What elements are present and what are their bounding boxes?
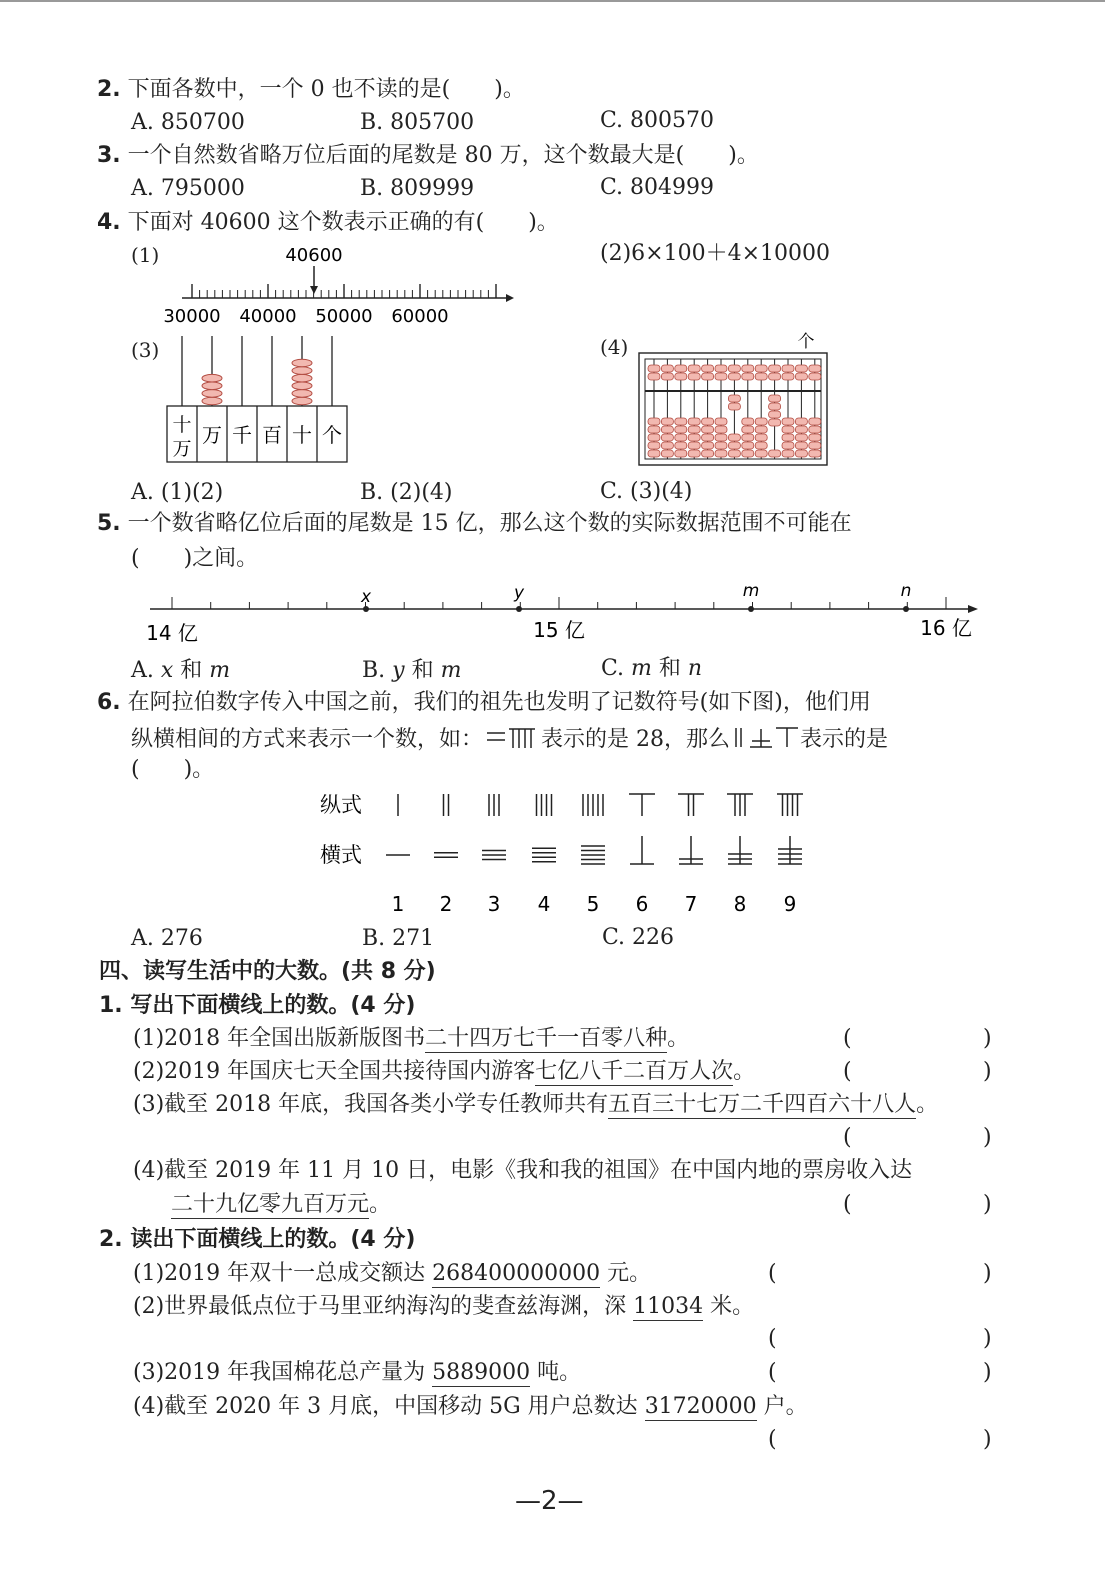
variable: y [392, 658, 405, 683]
rod-numeral-table [310, 782, 830, 922]
upper-bead [661, 373, 673, 380]
option-a: A. 276 [131, 926, 203, 951]
counter-bead [292, 390, 312, 398]
lower-bead [715, 426, 727, 433]
page-number: —2— [515, 1486, 584, 1516]
underlined-number: 七亿八千二百万人次 [535, 1059, 734, 1084]
lower-bead [755, 442, 767, 449]
lower-bead [702, 418, 714, 425]
lower-bead [675, 426, 687, 433]
place-label: 千 [232, 423, 252, 447]
upper-bead [728, 365, 740, 372]
digit-label: 4 [537, 892, 551, 916]
answer-paren-close: ) [983, 1326, 992, 1351]
lower-bead [795, 418, 807, 425]
lower-bead [755, 418, 767, 425]
digit-label: 2 [439, 892, 453, 916]
vertical-form-label: 纵式 [320, 793, 362, 817]
lower-bead [769, 411, 781, 418]
lower-bead [715, 442, 727, 449]
option-1-label: (1) [131, 243, 160, 267]
lower-bead [688, 418, 700, 425]
underlined-number: 268400000000 [432, 1261, 601, 1286]
item-text: (3)截至 2018 年底，我国各类小学专任教师共有 [133, 1092, 609, 1117]
item-text: 。 [667, 1026, 690, 1051]
question-stem-line-1: 一个数省略亿位后面的尾数是 15 亿，那么这个数的实际数据范围不可能在 [127, 511, 852, 536]
upper-bead [742, 365, 754, 372]
number-line-ticks [192, 284, 496, 298]
upper-bead [769, 373, 781, 380]
item-text: 。 [916, 1092, 939, 1117]
answer-paren-close: ) [983, 1026, 992, 1051]
lower-bead [661, 434, 673, 441]
upper-bead [675, 373, 687, 380]
upper-bead [648, 365, 660, 372]
upper-bead [769, 365, 781, 372]
tick-label: 60000 [391, 306, 449, 327]
lower-bead [728, 450, 740, 457]
lower-bead [769, 450, 781, 457]
lower-bead [795, 442, 807, 449]
place-label: 百 [262, 423, 282, 447]
option-3-label: (3) [131, 338, 160, 362]
lower-bead [688, 442, 700, 449]
label-14-yi: 14 亿 [146, 621, 198, 645]
lower-bead [702, 434, 714, 441]
item-text: 吨。 [530, 1360, 582, 1385]
tick-label: 50000 [315, 306, 373, 327]
lower-bead [648, 450, 660, 457]
digit-label: 5 [586, 892, 600, 916]
lower-bead [728, 442, 740, 449]
option-a: A. (1)(2) [131, 480, 224, 505]
rod-numeral-question [730, 725, 800, 751]
point-label-m: m [742, 581, 760, 601]
counting-rods [182, 336, 332, 406]
counting-frame-figure [160, 332, 360, 466]
lower-bead [675, 434, 687, 441]
axis-arrow-head [506, 294, 514, 302]
point-label-x: x [360, 587, 372, 607]
lower-bead [648, 434, 660, 441]
digit-label: 7 [684, 892, 698, 916]
item-text: 。 [733, 1059, 756, 1084]
stem-text: 表示的是 [800, 727, 889, 752]
upper-bead [728, 373, 740, 380]
lower-bead [755, 434, 767, 441]
item-text: (2)世界最低点位于马里亚纳海沟的斐查兹海渊，深 [133, 1294, 634, 1319]
item-text: (1)2018 年全国出版新版图书 [133, 1026, 426, 1051]
tick-label: 30000 [163, 306, 221, 327]
option-b: B. 805700 [360, 110, 475, 135]
item-1-2 [133, 1061, 755, 1083]
question-stem-line-2 [131, 725, 888, 751]
question-number: 5. [97, 511, 121, 536]
lower-bead [742, 426, 754, 433]
question-number: 3. [97, 143, 121, 168]
counter-bead [292, 359, 312, 367]
point-label-n: n [900, 581, 912, 601]
answer-paren-open: ( [843, 1026, 852, 1051]
option-a: A. 850700 [131, 110, 245, 135]
point-n [903, 606, 909, 612]
lower-bead [782, 442, 794, 449]
lower-bead [755, 426, 767, 433]
conjunction: 和 [173, 658, 210, 683]
upper-bead [795, 365, 807, 372]
lower-bead [742, 450, 754, 457]
upper-bead [755, 365, 767, 372]
option-2-expression: (2)6×100＋4×10000 [600, 241, 831, 266]
digit-label: 6 [635, 892, 649, 916]
lower-bead [782, 418, 794, 425]
lower-bead [661, 442, 673, 449]
option-b: B. 271 [362, 926, 435, 951]
question-6 [97, 692, 871, 714]
upper-bead [742, 373, 754, 380]
option-c: C. 800570 [600, 108, 715, 133]
vertical-rod-numerals [398, 794, 803, 816]
answer-paren-open: ( [768, 1427, 777, 1452]
option-a: A. 795000 [131, 176, 245, 201]
lower-bead [675, 442, 687, 449]
option-letter: B. [362, 658, 393, 683]
point-m [748, 606, 754, 612]
horizontal-form-label: 横式 [320, 843, 362, 867]
digit-row [392, 892, 797, 916]
lower-bead [782, 434, 794, 441]
digit-label: 9 [783, 892, 797, 916]
lower-bead [688, 450, 700, 457]
section-4-title: 四、读写生活中的大数。(共 8 分) [99, 959, 436, 984]
answer-paren-open: ( [768, 1326, 777, 1351]
variable: n [687, 656, 703, 681]
lower-bead [769, 419, 781, 426]
lower-bead [661, 418, 673, 425]
lower-bead [782, 426, 794, 433]
abacus-unit-label: 个 [797, 332, 815, 352]
lower-bead [648, 442, 660, 449]
upper-bead [809, 373, 821, 380]
item-text: 户。 [756, 1394, 808, 1419]
question-5 [97, 513, 852, 535]
question-4 [97, 212, 559, 234]
stem-text: 纵横相间的方式来表示一个数，如： [131, 727, 484, 752]
lower-bead [742, 418, 754, 425]
lower-bead [795, 434, 807, 441]
option-c [601, 658, 702, 680]
place-label: 个 [322, 423, 342, 447]
item-text: (1)2019 年双十一总成交额达 [133, 1261, 433, 1286]
axis-arrow-head [968, 605, 978, 613]
answer-paren-close: ) [983, 1360, 992, 1385]
underlined-number: 二十九亿零九百万元 [171, 1192, 370, 1217]
upper-bead [702, 365, 714, 372]
item-2-4 [133, 1396, 808, 1418]
option-c: C. (3)(4) [600, 479, 693, 504]
variable: m [209, 658, 231, 683]
lower-bead [702, 450, 714, 457]
question-number: 4. [97, 210, 121, 235]
place-label-shi: 十 [172, 414, 192, 436]
lower-bead [675, 418, 687, 425]
answer-paren-close: ) [983, 1125, 992, 1150]
item-text: (3)2019 年我国棉花总产量为 [133, 1360, 433, 1385]
place-label: 十 [292, 423, 312, 447]
item-text: 。 [369, 1192, 392, 1217]
hundred-million-number-line [140, 578, 990, 648]
lower-bead [675, 450, 687, 457]
lower-bead [648, 418, 660, 425]
lower-bead [715, 418, 727, 425]
conjunction: 和 [404, 658, 441, 683]
digit-label: 1 [391, 892, 405, 916]
part-title-text: 2. 读出下面横线上的数。(4 分) [99, 1227, 416, 1252]
lower-bead [728, 434, 740, 441]
lower-bead [809, 450, 821, 457]
question-2 [97, 79, 525, 101]
upper-bead [648, 373, 660, 380]
upper-bead [661, 365, 673, 372]
item-text: 元。 [600, 1261, 652, 1286]
question-stem: 下面各数中，一个 0 也不读的是( )。 [127, 77, 525, 102]
upper-bead [715, 365, 727, 372]
upper-bead [715, 373, 727, 380]
lower-bead [688, 434, 700, 441]
option-c: C. 226 [602, 925, 675, 950]
answer-paren-open: ( [768, 1261, 777, 1286]
upper-bead [688, 373, 700, 380]
counter-bead [292, 374, 312, 382]
underlined-number: 5889000 [432, 1360, 531, 1385]
lower-bead [688, 426, 700, 433]
lower-bead [661, 450, 673, 457]
item-2-3 [133, 1362, 581, 1384]
upper-bead [782, 365, 794, 372]
digit-label: 3 [487, 892, 501, 916]
item-text: (2)2019 年国庆七天全国共接待国内游客 [133, 1059, 536, 1084]
part-title-text: 1. 写出下面横线上的数。(4 分) [99, 993, 416, 1018]
label-16-yi: 16 亿 [920, 616, 972, 640]
question-3 [97, 145, 759, 167]
upper-bead [702, 373, 714, 380]
lower-bead [809, 426, 821, 433]
counter-bead [202, 374, 222, 382]
lower-bead [809, 434, 821, 441]
lower-bead [755, 450, 767, 457]
answer-paren-close: ) [983, 1261, 992, 1286]
item-1-4-line-1: (4)截至 2019 年 11 月 10 日，电影《我和我的祖国》在中国内地的票房收入达 [133, 1158, 913, 1183]
point-label-y: y [513, 583, 525, 603]
lower-bead [661, 426, 673, 433]
counter-bead [202, 382, 222, 390]
top-border [0, 0, 1105, 2]
underlined-number: 31720000 [644, 1394, 757, 1419]
lower-bead [648, 426, 660, 433]
option-letter: C. [601, 656, 632, 681]
variable: x [160, 658, 174, 683]
answer-paren-open: ( [843, 1059, 852, 1084]
question-number: 6. [97, 690, 121, 715]
underlined-number: 五百三十七万二千四百六十八人 [608, 1092, 917, 1117]
option-4-label: (4) [600, 335, 629, 359]
place-label: 万 [202, 423, 222, 447]
counter-bead [292, 397, 312, 405]
item-2-1 [133, 1263, 651, 1285]
lower-bead [795, 450, 807, 457]
option-b: B. (2)(4) [360, 480, 453, 505]
lower-bead [769, 403, 781, 410]
answer-paren-open: ( [768, 1360, 777, 1385]
item-1-4-line-2 [171, 1194, 391, 1216]
abacus-figure [636, 330, 832, 470]
question-stem-line-3: ( )。 [131, 757, 215, 782]
question-stem: 一个自然数省略万位后面的尾数是 80 万，这个数最大是( )。 [127, 143, 759, 168]
answer-paren-open: ( [843, 1192, 852, 1217]
lower-bead [715, 434, 727, 441]
item-text: 米。 [703, 1294, 755, 1319]
lower-bead [742, 434, 754, 441]
item-text: (4)截至 2020 年 3 月底，中国移动 5G 用户总数达 [133, 1394, 645, 1419]
number-line-ticks [172, 597, 946, 609]
answer-paren-open: ( [843, 1125, 852, 1150]
question-number: 2. [97, 77, 121, 102]
tick-label: 40000 [239, 306, 297, 327]
upper-bead [675, 365, 687, 372]
upper-bead [809, 365, 821, 372]
place-label-wan: 万 [172, 438, 192, 460]
lower-bead [782, 450, 794, 457]
variable: m [631, 656, 652, 681]
point-y [516, 606, 522, 612]
upper-bead [688, 365, 700, 372]
horizontal-rod-numerals [386, 836, 802, 864]
option-letter: A. [131, 658, 161, 683]
lower-bead [715, 450, 727, 457]
item-1-1 [133, 1028, 689, 1050]
option-b [362, 660, 461, 682]
item-2-2 [133, 1296, 754, 1318]
counter-bead [292, 367, 312, 375]
lower-bead [809, 442, 821, 449]
underlined-number: 二十四万七千一百零八种 [425, 1026, 668, 1051]
number-line-figure [160, 240, 520, 330]
option-b: B. 809999 [360, 176, 475, 201]
item-1-3 [133, 1094, 938, 1116]
question-stem: 下面对 40600 这个数表示正确的有( )。 [127, 210, 559, 235]
part-2-title [99, 1229, 415, 1251]
label-15-yi: 15 亿 [533, 618, 585, 642]
option-a [131, 660, 230, 682]
lower-bead [702, 442, 714, 449]
underlined-number: 11034 [633, 1294, 704, 1319]
rod-numeral-28 [483, 726, 541, 750]
answer-paren-close: ) [983, 1427, 992, 1452]
upper-bead [795, 373, 807, 380]
digit-label: 8 [733, 892, 747, 916]
option-c: C. 804999 [600, 175, 715, 200]
variable: m [440, 658, 462, 683]
answer-paren-close: ) [983, 1192, 992, 1217]
upper-bead [782, 373, 794, 380]
lower-bead [809, 418, 821, 425]
lower-bead [795, 426, 807, 433]
upper-bead [755, 373, 767, 380]
lower-bead [769, 395, 781, 402]
question-stem-line-1: 在阿拉伯数字传入中国之前，我们的祖先也发明了记数符号(如下图)，他们用 [127, 690, 871, 715]
lower-bead [728, 395, 740, 402]
lower-bead [742, 442, 754, 449]
question-stem-line-2: ( )之间。 [131, 546, 259, 571]
counter-bead [202, 390, 222, 398]
stem-text: 表示的是 28，那么 [541, 727, 731, 752]
part-1-title [99, 995, 415, 1017]
conjunction: 和 [651, 656, 688, 681]
arrow-value-label: 40600 [285, 245, 343, 266]
lower-bead [702, 426, 714, 433]
answer-paren-close: ) [983, 1059, 992, 1084]
lower-bead [728, 403, 740, 410]
counter-bead [292, 382, 312, 390]
counter-bead [202, 397, 222, 405]
